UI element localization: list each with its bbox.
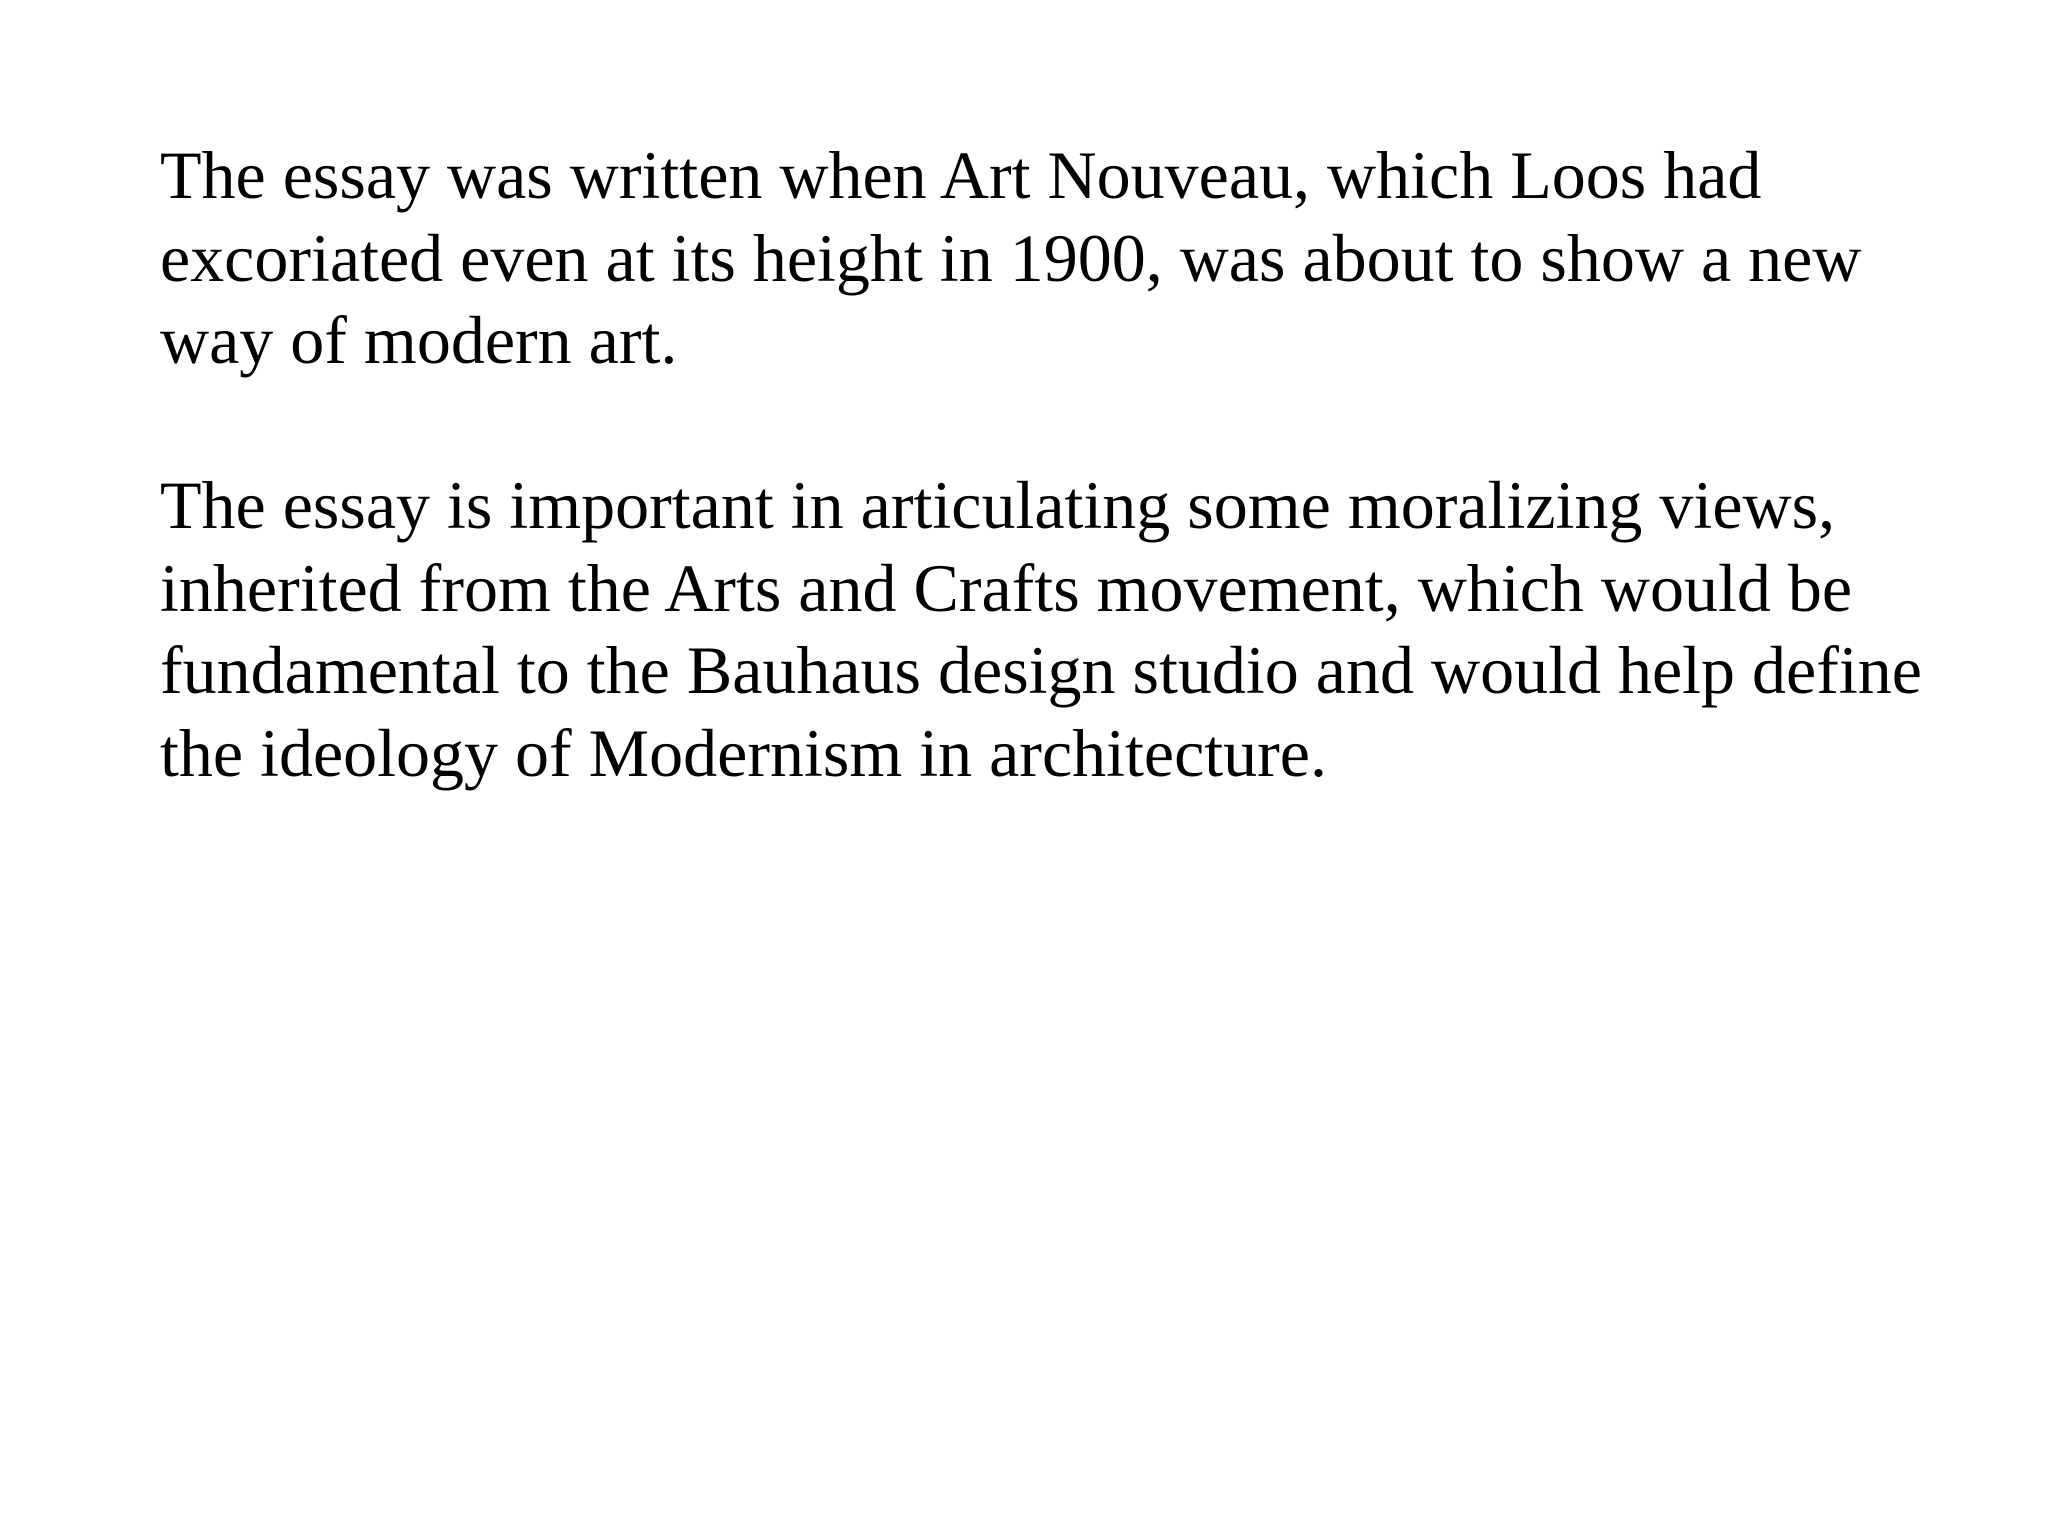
- paragraph-2-line-2: inherited from the Arts and Crafts movement, which would be: [160, 549, 1853, 626]
- slide-body-text: [160, 134, 1980, 794]
- paragraph-spacer: [160, 382, 1980, 465]
- paragraph-2: [160, 464, 1980, 794]
- paragraph-1-line-2: excoriated even at its height in 1900, was about to show a new: [160, 219, 1862, 296]
- paragraph-1-line-1: The essay was written when Art Nouveau, which Loos had: [160, 137, 1762, 213]
- paragraph-2-line-3: fundamental to the Bauhaus design studio and would help define: [160, 632, 1922, 708]
- paragraph-1-line-3: way of modern art.: [160, 302, 678, 378]
- paragraph-2-line-1: The essay is important in articulating some moralizing views,: [160, 467, 1836, 543]
- paragraph-1: [160, 134, 1980, 382]
- paragraph-2-line-4: the ideology of Modernism in architecture.: [160, 714, 1327, 791]
